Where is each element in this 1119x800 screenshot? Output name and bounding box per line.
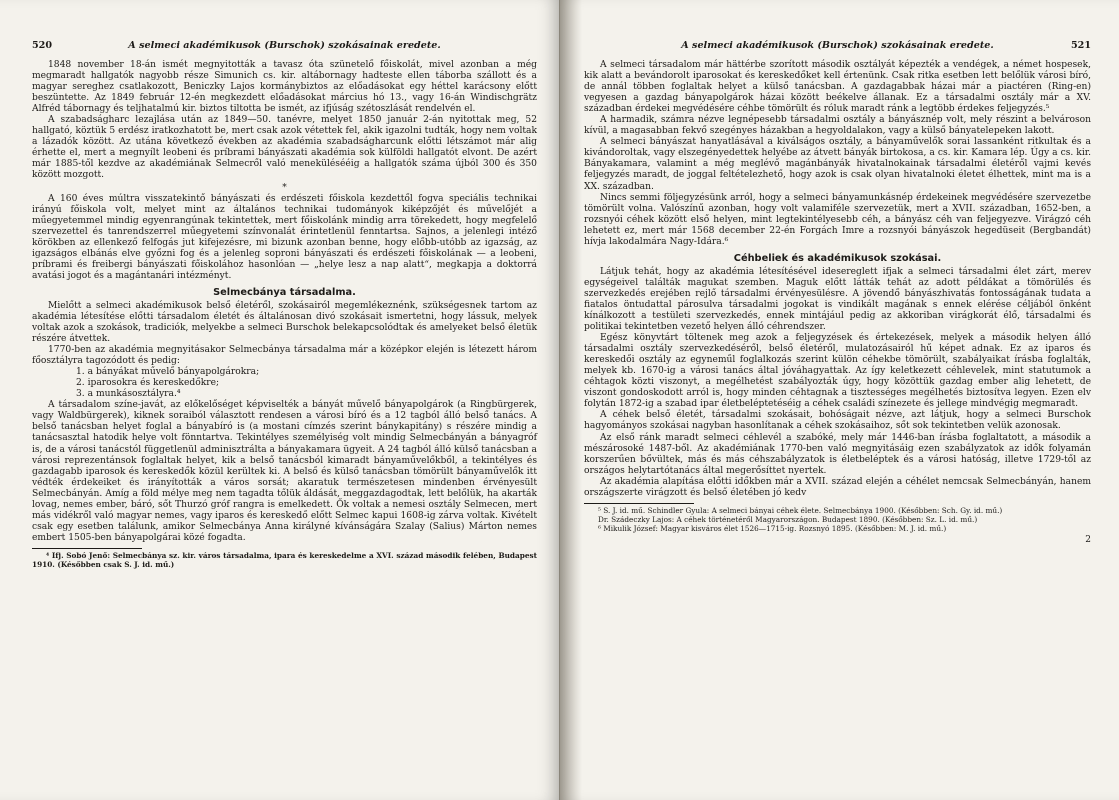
page-number-right: 521 — [1070, 40, 1091, 51]
footnote: ⁴ Ifj. Sobó Jenő: Selmecbánya sz. kir. város társadalma, ipara és kereskedelme a XVI. század második felében, Budapest 1910. (Későbben csak S. J. id. mű.) — [32, 550, 537, 569]
section-star-divider: * — [282, 182, 287, 193]
paragraph: 1848 november 18-án ismét megnyitották a tavasz óta szünetelő főiskolát, mivel azonban a még megmaradt hallgatók nagyobb része Simunich cs. kir. altábornagy hadteste ellen táborba szállott és a magyar sereghez csatlakozott, Beniczky Lajos kormánybiztos az előadásokat egy héttel karácsony előtt beszüntette. Az 1849 február 12-én megkezdett előadásokat március hó 13., vagy 16-án Windischgrätz Alfréd tábornagy és teljhatalmú kir. biztos tiltotta be ismét, az ifjúság szétoszlását rendelvén el. — [32, 60, 537, 115]
section-heading-guilds: Céhbeliek és akadémikusok szokásai. — [733, 252, 942, 264]
right-page — [560, 0, 1119, 800]
footnote: Dr. Szádeczky Lajos: A céhek történetéről Magyarországon. Budapest 1890. (Későbben: Sz. L. id. mű.) — [598, 514, 978, 524]
running-head-left — [32, 40, 537, 54]
paragraph: Látjuk tehát, hogy az akadémia létesítésével idesereglett ifjak a selmeci társadalmi élet zárt, merev egységeivel találták magukat szemben. Maguk előtt látták tehát az adott példákat a tömörülés és szervezkedés erejében rejlő társadalmi érvényesülésre. A jövendő bányászhivatás fontosságának tudata a fiatalos öntudattal párosulva társadalmi jogokat is vindikált magának s ennek elérése céljából önként kínálkozott a testületi szervezkedés, ennek mintájául pedig az akkoriban virágkorát élő, társadalmi és politikai tekintetben vezető helyen álló céhrendszer. — [584, 266, 1091, 333]
paragraph: A selmeci társadalom már hättérbe szorított második osztályát képezték a vendégek, a német hospesek, kik alatt a bevándorolt iparosokat és kereskedőket kell értenünk. Csak ritka esetben lett belőlük városi bíró, de annál többen foglaltak helyet a külső tanácsban. A gazdagabbak házai már a piactéren (Ring-en) vegyesen a gazdag bányapolgárok házai között beékelve állanak. Ez a társadalmi osztály már a XV. században érdekei megvédésére céhbe tömörült és róluk maradt ránk a legtöbb érdekes feljegyzés.⁵ — [584, 60, 1091, 115]
footnote: ⁶ Mikulik József: Magyar kisváros élet 1526—1715-ig. Rozsnyó 1895. (Későbben: M. J. id. mű.) — [598, 523, 947, 533]
paragraph: Az első ránk maradt selmeci céhlevél a szabóké, mely már 1446-ban írásba foglaltatott, a második a mészárosoké 1487-ből. Az akadémiának 1770-ben való megnyitásáig ezen szabályzatok az idők folyamán korszerűen bővültek, más és más céhszabályzatok is életbeléptek és a városi hatóság, illetve 1729-től az országos helytartótanács által megerősíttet nyertek. — [584, 432, 1091, 476]
paragraph: A selmeci bányászat hanyatlásával a kiválságos osztály, a bányaművelők sorai lassanként ritkultak és a kivándoroltak, vagy elszegényedettek helyébe az átvett bányák birtokosa, a cs. kir. Kamara lép. Úgy a cs. kir. Bányakamara, valamint a még meglévő magánbányák hivatalnokainak társadalmi életéről vajmi kevés feljegyzés maradt, de joggal feltételezhető, hogy azok is csak olyan hivatalnoki életet élhettek, mint ma is a XX. században. — [584, 137, 1091, 192]
paragraph: Nincs semmi följegyzésünk arról, hogy a selmeci bányamunkásnép érdekeinek megvédésére szervezetbe tömörült volna. Valószínű azonban, hogy volt valamiféle szervezetük, mert a XVII. században, 1652-ben, a rozsnyói céhek között első helyen, mint legtekintélyesebb céh, a bányász céh van feljegyezve. Virágzó céh lehetett ez, mert már 1568 december 22-én Forgách Imre a rozsnyói bányászok hegedüseit (Bergbandát) hívja lakodalmára Nagy-Idára.⁶ — [584, 192, 1091, 247]
paragraph: A harmadik, számra nézve legnépesebb társadalmi osztály a bányásznép volt, mely részint a belvároson kívül, a magasabban fekvő szegényes házakban a hegyoldalakon, vagy a külső bányatelepeken lakott. — [584, 115, 1091, 137]
paragraph: A 160 éves múltra visszatekintő bányászati és erdészeti főiskola kezdettől fogva speciális technikai irányú főiskola volt, melyet mint az általános technikai tudományok kiképzőjét és művelőjét a műegyetemmel mindig egyenrangúnak tekintettek, mert főiskolánk mindig arra törekedett, hogy megfelelő szervezettel és tanrendszerrel műegyetemi színvonalát érintetlenül fenntartsa. Sajnos, a jelenlegi intéző körökben az ellenkező felfogás jut kifejezésre, mi bizunk azonban benne, hogy előbb-utóbb az igazság, az igazságos elbánás elve győzni fog és a jelenleg soproni bányászati és erdészeti főiskolának — a leobeni, príbrami és freibergi bányászati főiskolához hasonlóan — „helye lesz a nap alatt“, megkapja a doktorrá avatási jogot és a magántanári intézményt. — [32, 193, 537, 281]
left-page — [0, 0, 559, 800]
section-heading-society: Selmecbánya társadalma. — [213, 286, 356, 298]
footnote-rule — [584, 503, 694, 504]
class-list — [32, 367, 537, 400]
running-head-right — [584, 40, 1091, 54]
paragraph: Az akadémia alapítása előtti időkben már a XVII. század elején a céhélet nemcsak Selmecbányán, hanem országszerte virágzott és belső életében jó kedv — [584, 476, 1091, 498]
paragraph: Mielőtt a selmeci akadémikusok belső életéről, szokásairól megemlékeznénk, szükségesnek tartom az akadémia létesítése előtti társadalom életét és általánosan divó szokásait ismertetni, hogy lássuk, melyek voltak azok a szokások, tradiciók, melyekbe a selmeci Burschok belekapcsolódtak és amelyeket belső életük részére átvettek. — [32, 300, 537, 345]
paragraph: A társadalom színe-javát, az előkelőséget képviselték a bányát művelő bányapolgárok (a Ringbürgerek, vagy Waldbürgerek), kiknek soraiból választott rendesen a városi bíró és a 12 tagból álló belső tanács. A belső tanácsban helyet foglal a bányabíró is (a mostani címzés szerint bánykapitány) s részére mindig a tanácsasztal hatodik helye volt fönntartva. Tekintélyes személyiség volt mindig Selmecbányán a bányagróf is, de a városi tanácstól függetlenül adminisztrálta a bányakamara ügyeit. A 24 tagból álló külső tanácsban a városi reprezentánsok foglaltak helyet, kik a belső tanácsból kimaradt bányaművelőkből, a tekintélyes és gazdagabb iparosok és kereskedők közül kerültek ki. A belső és külső tanácsban tömörült bányaművelők itt védték érdekeiket és irányították a város sorsát; akaratuk természetesen mindenben érvényesült Selmecbányán. Amíg a föld mélye meg nem tagadta tőlük áldását, meggazdagodtak, lett belőlük, ha akarták lovag, nemes ember, báró, sőt Thurzó gróf rangra is emelkedett. Ők voltak a nemesi osztály Selmecen, mert más vidékről való magyar nemes, vagy iparos és kereskedő előtt Selmec kapui 1608-ig zárva voltak. Kivételt csak egy esetben találunk, amikor Selmecbánya Anna királyné kívánságára Szalay (Salius) Márton nemes embert 1505-ben bányapolgárai közé fogadta. — [32, 400, 537, 543]
page-edge-shadow — [560, 0, 582, 800]
footnote: ⁵ S. J. id. mű. Schindler Gyula: A selmeci bányai céhek élete. Selmecbánya 1900. (Későbben: Sch. Gy. id. mű.) — [598, 505, 1003, 515]
paragraph: Egész könyvtárt töltenek meg azok a feljegyzések és értekezések, melyek a második helyen álló társadalmi osztály szervezkedéséről, belső életéről, mulatozásairól hű képet adnak. Ez az iparos és kereskedői osztály az egyneműl foglalkozás szerint külön céhekbe tömörült, szabályaikat írásba foglalták, melyek kb. 1670-ig a városi tanács által jóváhagyattak. Az így keletkezett céhlevelek, mint statutumok a céhtagok közti viszonyt, a megélhetést szabályozták úgy, hogy közöttük gazdag ember alig lehetett, de viszont gondoskodott arról is, hogy minden céhtagnak a tisztességes megélhetés biztosítva legyen. Ezen elv folytán 1872-ig a szabad ipar életbeléptetéséig a céhek családi színezete és jellege mindvégig megmaradt. — [584, 333, 1091, 410]
paragraph: A céhek belső életét, társadalmi szokásait, bohóságait nézve, azt látjuk, hogy a selmeci Burschok hagyományos szokásai nagyban hasonlítanak a céhek szokásaihoz, sőt sok tekintetben velük azonosak. — [584, 410, 1091, 432]
running-title-left: A selmeci akadémikusok (Burschok) szokásainak eredete. — [128, 40, 441, 51]
list-item: 1. a bányákat művelő bányapolgárokra; — [76, 367, 260, 378]
list-item: 2. iparosokra és kereskedőkre; — [76, 378, 220, 389]
footnote-rule — [32, 548, 142, 549]
paragraph: A szabadságharc lezajlása után az 1849—50. tanévre, melyet 1850 január 2-án nyitottak meg, 52 hallgató, köztük 5 erdész iratkozhatott be, mert csak azok vétettek fel, akik igazolni tudták, hogy nem voltak a lázadók között. Az utána következő években az akadémia szabadságharcunk előtti létszámot már alig érhette el, mert a megnyílt leobeni és príbrami bányászati akadémia sok külföldi hallgatót elvont. De azért már 1885-től kezdve az akadémiának Selmecről való menekülésééig a hallgatók száma újból 300 és 350 között mozgott. — [32, 115, 537, 181]
running-title-right: A selmeci akadémikusok (Burschok) szokásainak eredete. — [681, 40, 994, 51]
page-number-left: 520 — [32, 40, 53, 51]
signature-mark: 2 — [1085, 534, 1091, 545]
page-edge-shadow — [537, 0, 559, 800]
paragraph: 1770-ben az akadémia megnyitásakor Selmecbánya társadalma már a középkor elején is létezett három főosztályra tagozódott és pedig: — [32, 345, 537, 367]
list-item: 3. a munkásosztályra.⁴ — [76, 389, 181, 400]
